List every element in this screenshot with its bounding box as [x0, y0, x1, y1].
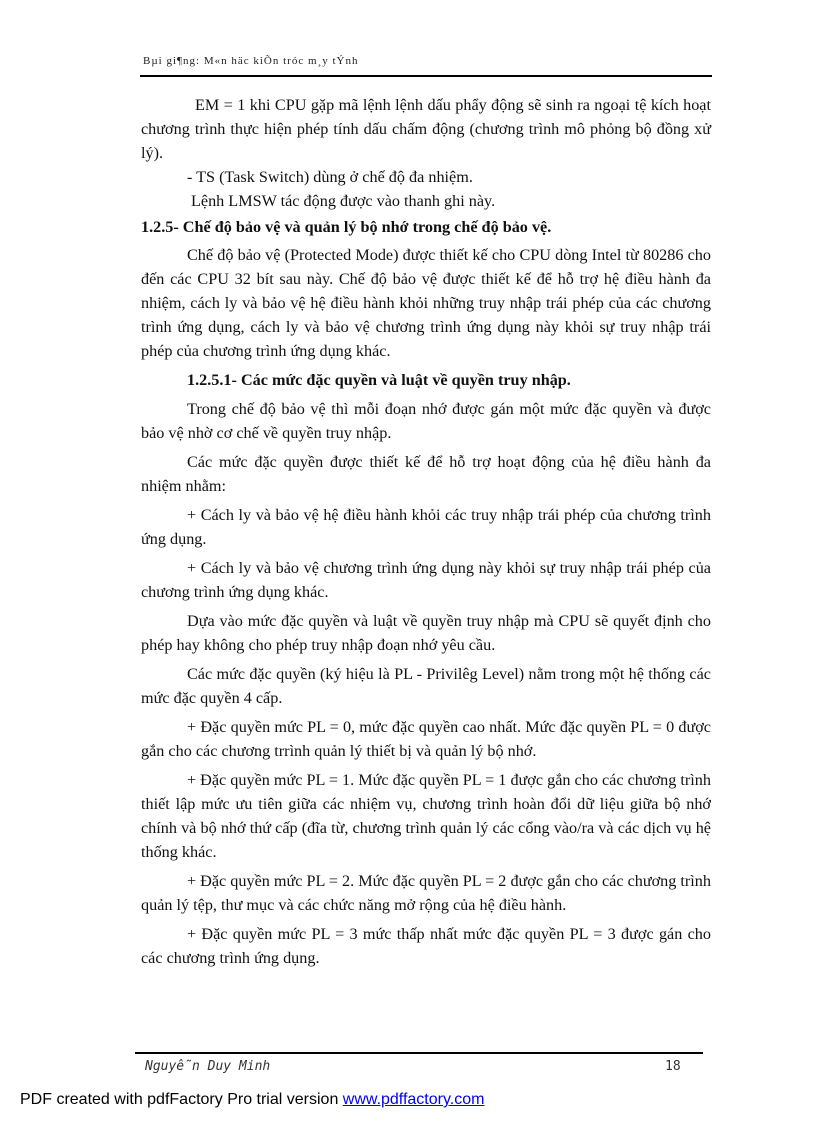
paragraph-em-flag: EM = 1 khi CPU gặp mã lệnh lệnh dấu phẩy động sẽ sinh ra ngoại tệ kích hoạt chương trình thực hiện phép tính dấu chấm động (chương trình mô phỏng bộ đồng xử lý). — [141, 96, 711, 162]
page-header: Bµi gi¶ng: M«n häc kiÕn tróc m¸y tÝnh — [143, 55, 359, 67]
paragraph-lmsw: Lệnh LMSW tác động được vào thanh ghi này. — [191, 192, 496, 210]
footer-author: Nguyễn Duy Minh — [145, 1059, 271, 1074]
pdf-banner-text: PDF created with pdfFactory Pro trial version — [20, 1091, 343, 1108]
page-body — [141, 93, 711, 970]
page-number: 18 — [665, 1059, 681, 1074]
paragraph-privilege-levels: Các mức đặc quyền (ký hiệu là PL - Privilêg Level) nằm trong một hệ thống các mức đặc quyền 4 cấp. — [141, 665, 711, 707]
footer-divider — [135, 1052, 703, 1054]
paragraph-pl2: + Đặc quyền mức PL = 2. Mức đặc quyền PL = 2 được gắn cho các chương trình quản lý tệp, thư mục và các chức năng mở rộng của hệ điều hành. — [141, 872, 711, 914]
paragraph-protected-mode: Chế độ bảo vệ (Protected Mode) được thiết kế cho CPU dòng Intel từ 80286 cho đến các CPU 32 bít sau này. Chế độ bảo vệ được thiết kế để hỗ trợ hệ điều hành đa nhiệm, cách ly và bảo vệ hệ điều hành khỏi những truy nhập trái phép của các chương trình ứng dụng, cách ly và bảo vệ chương trình ứng dụng này khỏi sự truy nhập trái phép của chương trình ứng dụng khác. — [141, 246, 711, 360]
paragraph-pl1: + Đặc quyền mức PL = 1. Mức đặc quyền PL = 1 được gắn cho các chương trình thiết lập mức ưu tiên giữa các nhiệm vụ, chương trình hoàn đổi dữ liệu giữa bộ nhớ chính và bộ nhớ thứ cấp (đĩa từ, chương trình quản lý các cổng vào/ra và các dịch vụ hệ thống khác. — [141, 771, 711, 861]
header-divider — [140, 75, 712, 77]
paragraph-pl0: + Đặc quyền mức PL = 0, mức đặc quyền cao nhất. Mức đặc quyền PL = 0 được gắn cho các chương trrình quản lý thiết bị và quản lý bộ nhớ. — [141, 718, 711, 760]
paragraph-ts-flag: - TS (Task Switch) dùng ở chế độ đa nhiệm. — [187, 168, 473, 186]
paragraph-pl3: + Đặc quyền mức PL = 3 mức thấp nhất mức đặc quyền PL = 3 được gán cho các chương trình ứng dụng. — [141, 925, 711, 967]
section-heading-1-2-5-1: 1.2.5.1- Các mức đặc quyền và luật về quyền truy nhập. — [187, 371, 571, 389]
paragraph-cpu-decision: Dựa vào mức đặc quyền và luật về quyền truy nhập mà CPU sẽ quyết định cho phép hay không cho phép truy nhập đoạn nhớ yêu cầu. — [141, 612, 711, 654]
paragraph-privilege-purpose: Các mức đặc quyền được thiết kế để hỗ trợ hoạt động của hệ điều hành đa nhiệm nhằm: — [141, 453, 711, 495]
pdffactory-link[interactable]: www.pdffactory.com — [342, 1091, 485, 1108]
paragraph-privilege-intro: Trong chế độ bảo vệ thì mỗi đoạn nhớ được gán một mức đặc quyền và được bảo vệ nhờ cơ chế về quyền truy nhập. — [141, 400, 711, 442]
pdf-trial-banner — [20, 1091, 484, 1109]
section-heading-1-2-5: 1.2.5- Chế độ bảo vệ và quản lý bộ nhớ trong chế độ bảo vệ. — [141, 218, 552, 236]
paragraph-isolation-os: + Cách ly và bảo vệ hệ điều hành khỏi các truy nhập trái phép của chương trình ứng dụng. — [141, 506, 711, 548]
paragraph-isolation-apps: + Cách ly và bảo vệ chương trình ứng dụng này khỏi sự truy nhập trái phép của chương trình ứng dụng khác. — [141, 559, 711, 601]
